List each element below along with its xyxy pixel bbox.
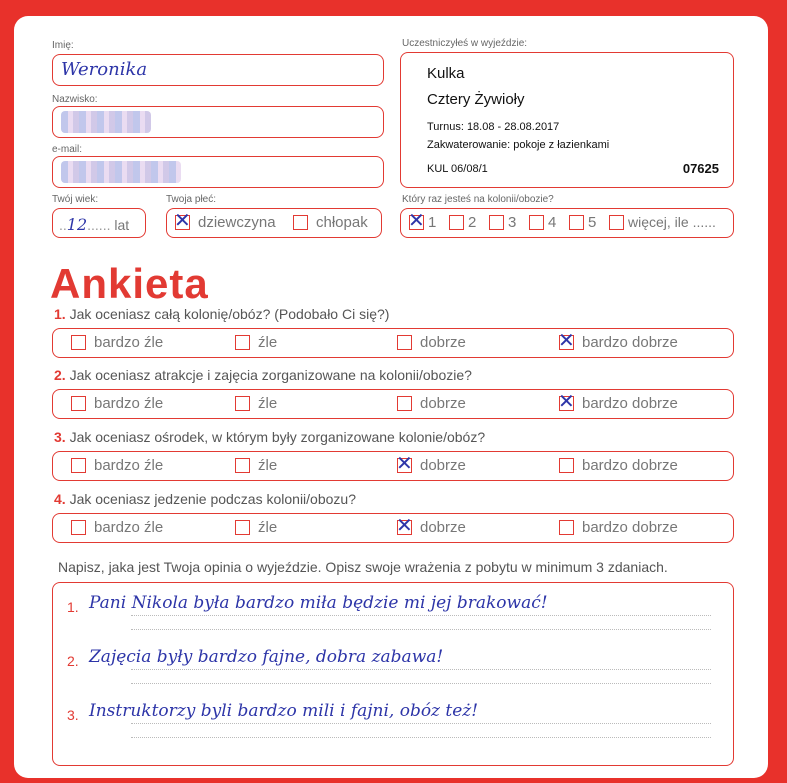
rating-label: dobrze — [420, 457, 466, 474]
age-label: Twój wiek: — [52, 194, 99, 205]
rating-label: bardzo dobrze — [582, 457, 678, 474]
rating-option[interactable] — [397, 395, 466, 412]
opinion-line — [131, 723, 711, 724]
opinion-box[interactable] — [52, 582, 734, 766]
opinion-line — [131, 629, 711, 630]
redacted-surname — [61, 111, 151, 133]
question-text: Jak oceniasz atrakcje i zajęcia zorganizowane na kolonii/obozie? — [69, 367, 472, 383]
rating-option[interactable] — [558, 389, 678, 413]
trip-label: Uczestniczyłeś w wyjeździe: — [402, 38, 528, 49]
rating-label: dobrze — [420, 334, 466, 351]
gender-checkbox-boy[interactable] — [293, 215, 308, 230]
rating-checkbox[interactable] — [396, 513, 413, 537]
rating-checkbox[interactable] — [235, 396, 250, 411]
question-text: Jak oceniasz całą kolonię/obóz? (Podobało Ci się?) — [69, 306, 390, 322]
rating-option[interactable] — [235, 395, 277, 412]
trip-line2: Cztery Żywioły — [427, 91, 525, 108]
rating-label: bardzo źle — [94, 334, 164, 351]
gender-checkbox-girl[interactable]: ✕ — [174, 208, 191, 232]
question-2-options — [52, 389, 734, 419]
rating-checkbox[interactable] — [235, 335, 250, 350]
rating-checkbox[interactable] — [397, 396, 412, 411]
rating-option[interactable] — [235, 334, 277, 351]
trip-number: 07625 — [682, 161, 719, 176]
opinion-line — [131, 737, 711, 738]
visit-option-more[interactable]: więcej, ile ...... — [609, 214, 716, 230]
question-number: 4. — [54, 491, 66, 507]
check-mark: ✕ — [396, 513, 413, 537]
check-mark: ✕ — [396, 451, 413, 475]
age-field[interactable]: ..12...... lat — [52, 208, 146, 238]
check-mark: ✕ — [558, 328, 575, 352]
question-1-label — [54, 306, 389, 322]
redacted-email — [61, 161, 181, 183]
gender-label: Twoja płeć: — [166, 194, 217, 205]
check-mark: ✕ — [558, 389, 575, 413]
opinion-number: 1. — [67, 599, 79, 615]
visit-field — [400, 208, 734, 238]
trip-code: KUL 06/08/1 — [427, 163, 488, 175]
question-1-options — [52, 328, 734, 358]
gender-field — [166, 208, 382, 238]
rating-label: dobrze — [420, 395, 466, 412]
rating-option[interactable] — [558, 328, 678, 352]
trip-accommodation: Zakwaterowanie: pokoje z łazienkami — [427, 139, 610, 151]
question-4-options — [52, 513, 734, 543]
rating-label: bardzo źle — [94, 457, 164, 474]
question-4-label — [54, 491, 356, 507]
name-value: Weronika — [61, 59, 148, 80]
rating-option[interactable] — [396, 451, 466, 475]
visit-option-3[interactable]: 3 — [489, 214, 516, 231]
question-text: Jak oceniasz jedzenie podczas kolonii/obozu? — [69, 491, 356, 507]
visit-option-2[interactable]: 2 — [449, 214, 476, 231]
email-label: e-mail: — [52, 144, 83, 155]
visit-option-4[interactable]: 4 — [529, 214, 556, 231]
surname-field[interactable] — [52, 106, 384, 138]
opinion-text: Zajęcia były bardzo fajne, dobra zabawa! — [89, 647, 444, 667]
rating-option[interactable] — [396, 513, 466, 537]
rating-option[interactable] — [71, 334, 163, 351]
question-number: 2. — [54, 367, 66, 383]
rating-checkbox[interactable] — [558, 328, 575, 352]
question-3-label — [54, 429, 485, 445]
rating-label: dobrze — [420, 519, 466, 536]
rating-option[interactable] — [71, 457, 163, 474]
rating-option[interactable] — [397, 334, 466, 351]
rating-label: bardzo dobrze — [582, 395, 678, 412]
gender-option-girl[interactable]: ✕ dziewczyna — [174, 208, 276, 232]
rating-option[interactable] — [235, 519, 277, 536]
rating-checkbox[interactable] — [71, 335, 86, 350]
rating-checkbox[interactable] — [559, 458, 574, 473]
opinion-line — [131, 683, 711, 684]
name-field[interactable] — [52, 54, 384, 86]
name-label: Imię: — [52, 40, 74, 51]
survey-sheet — [14, 16, 768, 778]
rating-checkbox[interactable] — [558, 389, 575, 413]
rating-checkbox[interactable] — [396, 451, 413, 475]
gender-option-boy[interactable]: chłopak — [293, 214, 368, 231]
rating-checkbox[interactable] — [71, 520, 86, 535]
question-3-options — [52, 451, 734, 481]
question-2-label — [54, 367, 472, 383]
rating-checkbox[interactable] — [235, 520, 250, 535]
visit-option-5[interactable]: 5 — [569, 214, 596, 231]
rating-label: źle — [258, 457, 278, 474]
age-unit: lat — [114, 217, 130, 233]
question-text: Jak oceniasz ośrodek, w którym były zorganizowane kolonie/obóz? — [69, 429, 486, 445]
rating-checkbox[interactable] — [71, 396, 86, 411]
email-field[interactable] — [52, 156, 384, 188]
opinion-number: 2. — [67, 653, 79, 669]
rating-checkbox[interactable] — [397, 335, 412, 350]
rating-option[interactable] — [235, 457, 277, 474]
rating-label: źle — [258, 395, 278, 412]
opinion-prompt: Napisz, jaka jest Twoja opinia o wyjeździe. Opisz swoje wrażenia z pobytu w minimum 3 zdaniach. — [58, 559, 668, 575]
rating-option[interactable] — [559, 519, 678, 536]
question-number: 1. — [54, 306, 66, 322]
rating-label: źle — [258, 334, 278, 351]
surname-label: Nazwisko: — [52, 94, 98, 105]
trip-line1: Kulka — [427, 65, 465, 82]
rating-option[interactable] — [559, 457, 678, 474]
rating-label: źle — [258, 519, 278, 536]
visit-label: Który raz jesteś na kolonii/obozie? — [402, 194, 554, 205]
trip-box — [400, 52, 734, 188]
rating-label: bardzo źle — [94, 395, 164, 412]
question-number: 3. — [54, 429, 66, 445]
opinion-line — [131, 669, 711, 670]
rating-checkbox[interactable] — [71, 458, 86, 473]
opinion-number: 3. — [67, 707, 79, 723]
rating-checkbox[interactable] — [235, 458, 250, 473]
rating-option[interactable] — [71, 519, 163, 536]
age-value: 12 — [66, 215, 88, 234]
rating-label: bardzo dobrze — [582, 334, 678, 351]
opinion-text: Pani Nikola była bardzo miła będzie mi jej brakować! — [89, 593, 548, 613]
rating-label: bardzo dobrze — [582, 519, 678, 536]
survey-title: Ankieta — [50, 260, 209, 307]
opinion-line — [131, 615, 711, 616]
rating-label: bardzo źle — [94, 519, 164, 536]
rating-option[interactable] — [71, 395, 163, 412]
trip-turnus: Turnus: 18.08 - 28.08.2017 — [427, 121, 560, 133]
rating-checkbox[interactable] — [559, 520, 574, 535]
opinion-text: Instruktorzy byli bardzo mili i fajni, obóz też! — [89, 701, 479, 721]
visit-option-1[interactable]: ✕ 1 — [408, 208, 437, 232]
